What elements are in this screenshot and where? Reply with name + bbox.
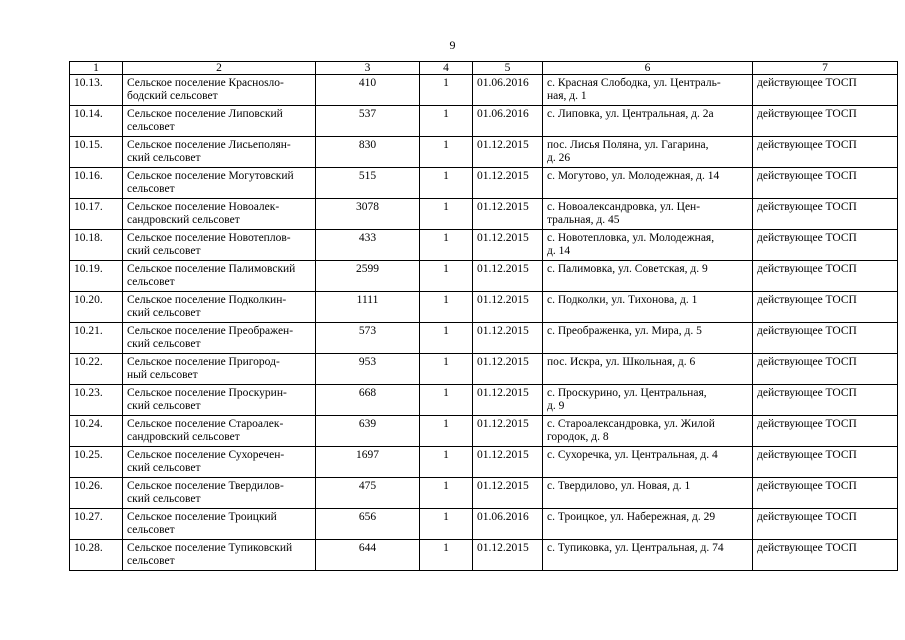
- settlement-name-line: сельсовет: [127, 524, 175, 536]
- column-header: 4: [420, 62, 473, 75]
- population-count: 830: [316, 137, 420, 168]
- population-count: 537: [316, 106, 420, 137]
- registration-date: 01.12.2015: [473, 447, 543, 478]
- tosp-count: 1: [420, 292, 473, 323]
- address-line: с. Троицкое, ул. Набережная, д. 29: [547, 511, 716, 523]
- row-number: 10.22.: [70, 354, 123, 385]
- registration-date: 01.12.2015: [473, 540, 543, 571]
- address-line: тральная, д. 45: [547, 214, 620, 226]
- table-row: [70, 478, 898, 509]
- settlement-name-line: бодский сельсовет: [127, 90, 218, 102]
- address-line: городок, д. 8: [547, 431, 609, 443]
- column-header: 6: [543, 62, 753, 75]
- status: действующее ТОСП: [753, 230, 898, 261]
- settlement-name-line: Сельское поселение Сухоречен-: [127, 449, 285, 461]
- settlement-name-line: сельсовет: [127, 121, 175, 133]
- table-row: [70, 168, 898, 199]
- settlement-name: [123, 230, 316, 261]
- population-count: 656: [316, 509, 420, 540]
- row-number: 10.23.: [70, 385, 123, 416]
- settlement-name-line: ский сельсовет: [127, 400, 201, 412]
- row-number: 10.28.: [70, 540, 123, 571]
- row-number: 10.25.: [70, 447, 123, 478]
- address-line: с. Могутово, ул. Молодежная, д. 14: [547, 170, 720, 182]
- row-number: 10.14.: [70, 106, 123, 137]
- registration-date: 01.12.2015: [473, 385, 543, 416]
- address: [543, 509, 753, 540]
- row-number: 10.21.: [70, 323, 123, 354]
- table-row: [70, 199, 898, 230]
- address-line: с. Твердилово, ул. Новая, д. 1: [547, 480, 691, 492]
- registration-date: 01.12.2015: [473, 230, 543, 261]
- column-header: 2: [123, 62, 316, 75]
- settlement-name-line: Сельское поселение Новоалек-: [127, 201, 280, 213]
- address: [543, 292, 753, 323]
- row-number: 10.16.: [70, 168, 123, 199]
- row-number: 10.19.: [70, 261, 123, 292]
- address: [543, 416, 753, 447]
- tosp-count: 1: [420, 354, 473, 385]
- settlement-name-line: Сельское поселение Проскурин-: [127, 387, 287, 399]
- row-number: 10.27.: [70, 509, 123, 540]
- address: [543, 478, 753, 509]
- tosp-count: 1: [420, 447, 473, 478]
- settlement-name-line: ский сельсовет: [127, 462, 201, 474]
- settlement-name-line: Сельское поселение Новотеплов-: [127, 232, 291, 244]
- address-line: ная, д. 1: [547, 90, 587, 102]
- row-number: 10.15.: [70, 137, 123, 168]
- status: действующее ТОСП: [753, 416, 898, 447]
- address-line: с. Новоалександровка, ул. Цен-: [547, 201, 701, 213]
- address-line: с. Староалександровка, ул. Жилой: [547, 418, 715, 430]
- population-count: 410: [316, 75, 420, 106]
- table-row: [70, 261, 898, 292]
- settlement-name: [123, 75, 316, 106]
- tosp-count: 1: [420, 168, 473, 199]
- address-line: пос. Лисья Поляна, ул. Гагарина,: [547, 139, 709, 151]
- address-line: с. Липовка, ул. Центральная, д. 2а: [547, 108, 714, 120]
- status: действующее ТОСП: [753, 106, 898, 137]
- tosp-count: 1: [420, 199, 473, 230]
- settlement-name-line: ский сельсовет: [127, 493, 201, 505]
- settlement-name: [123, 168, 316, 199]
- address-line: д. 26: [547, 152, 571, 164]
- table-row: [70, 292, 898, 323]
- status: действующее ТОСП: [753, 385, 898, 416]
- settlement-name: [123, 354, 316, 385]
- settlement-name-line: сандровский сельсовет: [127, 431, 240, 443]
- settlement-name: [123, 478, 316, 509]
- population-count: 953: [316, 354, 420, 385]
- registration-date: 01.12.2015: [473, 478, 543, 509]
- population-count: 668: [316, 385, 420, 416]
- address-line: с. Новотепловка, ул. Молодежная,: [547, 232, 715, 244]
- address-line: пос. Искра, ул. Школьная, д. 6: [547, 356, 696, 368]
- registration-date: 01.12.2015: [473, 261, 543, 292]
- table-row: [70, 75, 898, 106]
- table-row: [70, 416, 898, 447]
- address-line: с. Сухоречка, ул. Центральная, д. 4: [547, 449, 718, 461]
- status: действующее ТОСП: [753, 447, 898, 478]
- status: действующее ТОСП: [753, 478, 898, 509]
- registration-date: 01.12.2015: [473, 168, 543, 199]
- row-number: 10.26.: [70, 478, 123, 509]
- tosp-count: 1: [420, 106, 473, 137]
- status: действующее ТОСП: [753, 292, 898, 323]
- column-header: 3: [316, 62, 420, 75]
- settlement-name-line: сельсовет: [127, 555, 175, 567]
- status: действующее ТОСП: [753, 75, 898, 106]
- status: действующее ТОСП: [753, 137, 898, 168]
- address: [543, 199, 753, 230]
- address: [543, 168, 753, 199]
- population-count: 644: [316, 540, 420, 571]
- population-count: 3078: [316, 199, 420, 230]
- tosp-count: 1: [420, 137, 473, 168]
- settlement-name-line: Сельское поселение Тупиковский: [127, 542, 293, 554]
- settlement-name: [123, 385, 316, 416]
- settlement-name: [123, 447, 316, 478]
- table-body: [70, 75, 898, 571]
- row-number: 10.17.: [70, 199, 123, 230]
- table-row: [70, 540, 898, 571]
- address: [543, 106, 753, 137]
- table-row: [70, 137, 898, 168]
- address: [543, 447, 753, 478]
- address-line: с. Подколки, ул. Тихонова, д. 1: [547, 294, 698, 306]
- settlement-name-line: Сельское поселение Краснosло-: [127, 77, 284, 89]
- settlement-name-line: Сельское поселение Пригород-: [127, 356, 280, 368]
- population-count: 2599: [316, 261, 420, 292]
- registration-date: 01.06.2016: [473, 509, 543, 540]
- population-count: 1697: [316, 447, 420, 478]
- tosp-count: 1: [420, 323, 473, 354]
- settlement-name-line: Сельское поселение Троицкий: [127, 511, 277, 523]
- settlement-name: [123, 509, 316, 540]
- status: действующее ТОСП: [753, 354, 898, 385]
- page-number: 9: [449, 38, 456, 52]
- row-number: 10.18.: [70, 230, 123, 261]
- tosp-count: 1: [420, 385, 473, 416]
- tosp-count: 1: [420, 509, 473, 540]
- settlement-name: [123, 292, 316, 323]
- population-count: 515: [316, 168, 420, 199]
- settlement-name-line: Сельское поселение Староалек-: [127, 418, 284, 430]
- population-count: 475: [316, 478, 420, 509]
- settlement-name-line: сельсовет: [127, 183, 175, 195]
- address: [543, 354, 753, 385]
- registration-date: 01.12.2015: [473, 292, 543, 323]
- tosp-count: 1: [420, 478, 473, 509]
- settlement-name: [123, 416, 316, 447]
- table-row: [70, 509, 898, 540]
- address: [543, 137, 753, 168]
- address-line: с. Преображенка, ул. Мира, д. 5: [547, 325, 702, 337]
- settlement-name-line: Сельское поселение Твердилов-: [127, 480, 284, 492]
- registration-date: 01.06.2016: [473, 106, 543, 137]
- registration-date: 01.12.2015: [473, 416, 543, 447]
- settlement-name: [123, 540, 316, 571]
- table-row: [70, 354, 898, 385]
- address: [543, 540, 753, 571]
- settlement-name-line: ский сельсовет: [127, 152, 201, 164]
- settlement-name-line: Сельское поселение Могутовский: [127, 170, 294, 182]
- address: [543, 230, 753, 261]
- population-count: 433: [316, 230, 420, 261]
- column-header: 5: [473, 62, 543, 75]
- status: действующее ТОСП: [753, 540, 898, 571]
- registration-date: 01.12.2015: [473, 137, 543, 168]
- settlement-name-line: ский сельсовет: [127, 245, 201, 257]
- population-count: 1111: [316, 292, 420, 323]
- settlement-name: [123, 137, 316, 168]
- settlement-name-line: Сельское поселение Преображен-: [127, 325, 294, 337]
- settlements-table: [69, 61, 898, 571]
- settlement-name-line: Сельское поселение Лисьеполян-: [127, 139, 291, 151]
- settlement-name-line: сельсовет: [127, 276, 175, 288]
- registration-date: 01.12.2015: [473, 199, 543, 230]
- row-number: 10.24.: [70, 416, 123, 447]
- address: [543, 75, 753, 106]
- address-line: д. 14: [547, 245, 571, 257]
- tosp-count: 1: [420, 75, 473, 106]
- population-count: 573: [316, 323, 420, 354]
- settlement-name-line: сандровский сельсовет: [127, 214, 240, 226]
- row-number: 10.13.: [70, 75, 123, 106]
- address-line: д. 9: [547, 400, 565, 412]
- row-number: 10.20.: [70, 292, 123, 323]
- tosp-count: 1: [420, 540, 473, 571]
- address-line: с. Красная Слободка, ул. Централь-: [547, 77, 721, 89]
- status: действующее ТОСП: [753, 168, 898, 199]
- address: [543, 385, 753, 416]
- settlement-name: [123, 106, 316, 137]
- column-header: 7: [753, 62, 898, 75]
- address-line: с. Проскурино, ул. Центральная,: [547, 387, 707, 399]
- settlement-name-line: ский сельсовет: [127, 338, 201, 350]
- settlement-name-line: Сельское поселение Палимовский: [127, 263, 296, 275]
- population-count: 639: [316, 416, 420, 447]
- settlement-name-line: ский сельсовет: [127, 307, 201, 319]
- address: [543, 323, 753, 354]
- settlement-name-line: Сельское поселение Липовский: [127, 108, 283, 120]
- table-header-row: [70, 62, 898, 75]
- table-row: [70, 230, 898, 261]
- tosp-count: 1: [420, 230, 473, 261]
- registration-date: 01.12.2015: [473, 354, 543, 385]
- registration-date: 01.06.2016: [473, 75, 543, 106]
- column-header: 1: [70, 62, 123, 75]
- tosp-count: 1: [420, 261, 473, 292]
- registration-date: 01.12.2015: [473, 323, 543, 354]
- status: действующее ТОСП: [753, 199, 898, 230]
- table-row: [70, 447, 898, 478]
- address-line: с. Тупиковка, ул. Центральная, д. 74: [547, 542, 724, 554]
- settlement-name-line: Сельское поселение Подколкин-: [127, 294, 287, 306]
- address: [543, 261, 753, 292]
- settlement-name-line: ный сельсовет: [127, 369, 198, 381]
- table-row: [70, 323, 898, 354]
- settlement-name: [123, 323, 316, 354]
- table-row: [70, 385, 898, 416]
- settlement-name: [123, 261, 316, 292]
- address-line: с. Палимовка, ул. Советская, д. 9: [547, 263, 708, 275]
- settlement-name: [123, 199, 316, 230]
- tosp-count: 1: [420, 416, 473, 447]
- status: действующее ТОСП: [753, 509, 898, 540]
- status: действующее ТОСП: [753, 261, 898, 292]
- table-row: [70, 106, 898, 137]
- status: действующее ТОСП: [753, 323, 898, 354]
